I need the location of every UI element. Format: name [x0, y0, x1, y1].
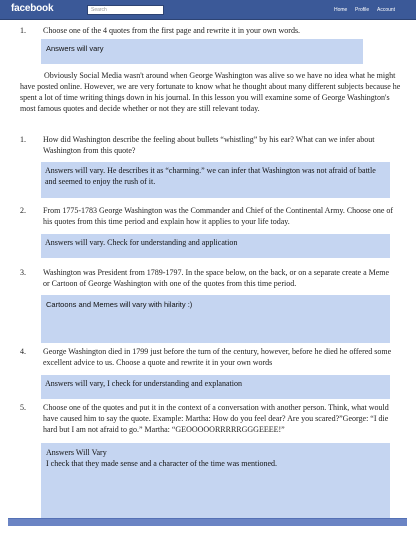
question-text: George Washington died in 1799 just before the turn of the century, however, before he died he offered some excellent advice to us. Choose a quote and rewrite it in your own words	[43, 347, 392, 367]
facebook-top-bar	[0, 0, 416, 20]
bottom-bar	[8, 518, 407, 526]
facebook-logo[interactable]: facebook	[11, 3, 54, 14]
answer-box-first[interactable]: Answers will vary	[41, 39, 363, 64]
question-text: Choose one of the quotes and put it in the context of a conversation with another person. Think, what would have caused him to say the quote. Example: Martha: How do you feel dear? Are you scared?”George: “I die hard but I am not afraid to go.” Martha: “GEOOOOORRRRRGGGEEEE!”	[43, 403, 389, 434]
answer-box-1[interactable]: Answers will vary. He describes it as “charming.” we can infer that Washington was not afraid of battle and seemed to enjoy the rush of it.	[41, 162, 390, 198]
question-text: How did Washington describe the feeling about bullets “whistling” by his ear? What can we infer about Washington from this quote?	[43, 135, 375, 155]
answer-line: Answers Will Vary	[46, 448, 107, 457]
nav-account-link[interactable]: Account	[377, 7, 396, 13]
search-input[interactable]: Search	[87, 5, 164, 15]
question-number: 5.	[20, 403, 26, 412]
intro-paragraph: Obviously Social Media wasn't around when George Washington was alive so we have no idea what he might have posted online. However, we are very fortunate to know what he thought about many different subjects because he spent a lot of time writing things down in his journal. In this lesson you will examine some of George Washington's most famous quotes and decide whether or not they are still relevant today.	[20, 71, 401, 113]
answer-line: I check that they made sense and a character of the time was mentioned.	[46, 459, 278, 468]
question-text: Choose one of the 4 quotes from the first page and rewrite it in your own words.	[43, 26, 301, 35]
nav-profile-link[interactable]: Profile	[355, 7, 370, 13]
answer-box-3[interactable]: Cartoons and Memes will vary with hilarity :)	[41, 295, 390, 343]
question-text: From 1775-1783 George Washington was the Commander and Chief of the Continental Army. Choose one of his quotes from this time period and explain how it applies to your life today.	[43, 206, 394, 226]
question-number: 1.	[20, 26, 26, 35]
question-text: Washington was President from 1789-1797. In the space below, on the back, or on a separate create a Meme or Cartoon of George Washington with one of the quotes from this time period.	[43, 268, 390, 288]
question-number: 1.	[20, 135, 26, 144]
question-number: 2.	[20, 206, 26, 215]
answer-box-4[interactable]: Answers will vary, I check for understanding and explanation	[41, 375, 390, 399]
answer-box-2[interactable]: Answers will vary. Check for understanding and application	[41, 234, 390, 258]
question-number: 3.	[20, 268, 26, 277]
answer-box-5[interactable]	[41, 443, 390, 521]
question-number: 4.	[20, 347, 26, 356]
nav-home-link[interactable]: Home	[334, 7, 348, 13]
